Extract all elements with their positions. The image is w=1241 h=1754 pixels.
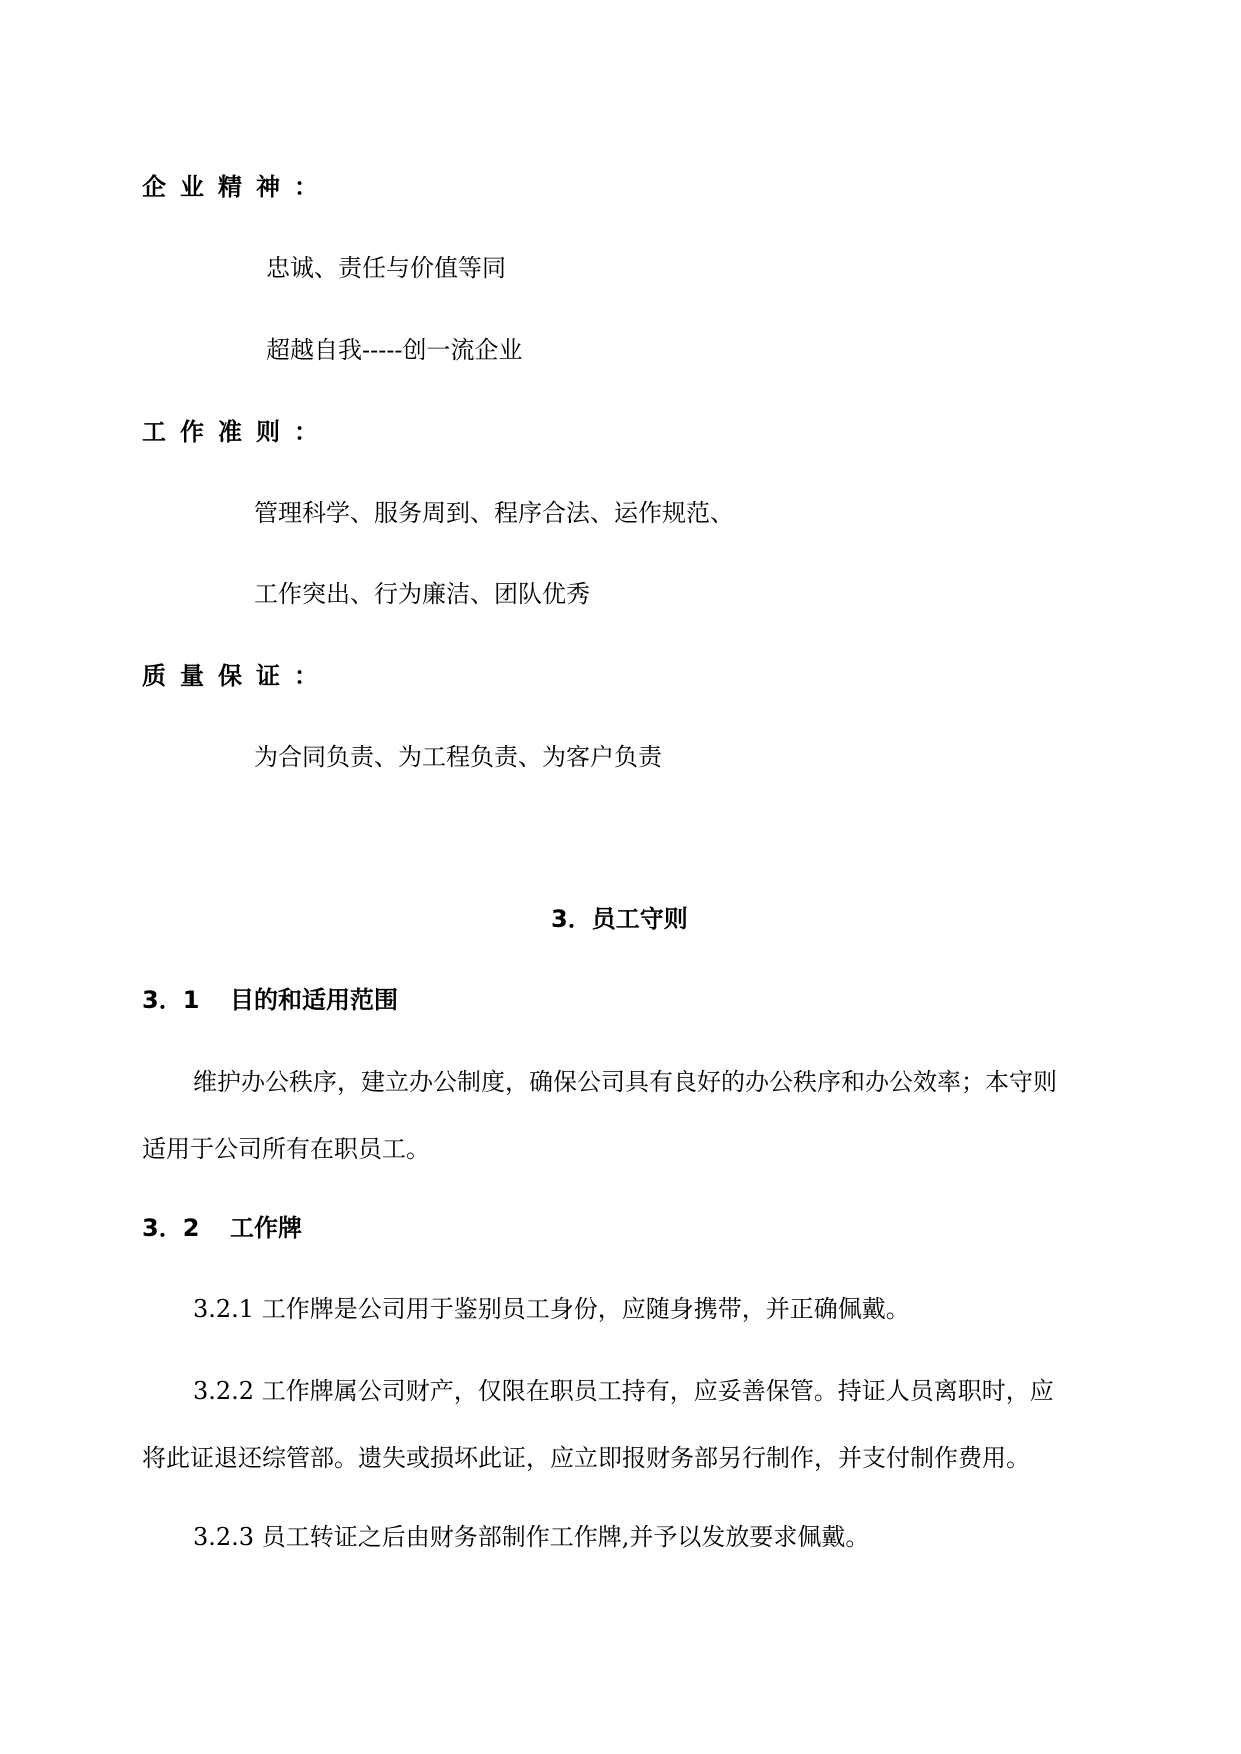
quality-line-1: 为合同负责、为工程负责、为客户负责 — [254, 743, 662, 771]
values-line-2: 超越自我-----创一流企业 — [266, 336, 523, 364]
subsection-3-2-title: 工作牌 — [230, 1214, 302, 1242]
subsection-3-2-number: 3．2 — [142, 1214, 200, 1242]
item-3-2-3: 3.2.3 员工转证之后由财务部制作工作牌,并予以发放要求佩戴。 — [193, 1523, 870, 1551]
section-title: 3．员工守则 — [551, 905, 688, 933]
quality-heading: 质量保证： — [142, 662, 332, 690]
principles-line-1: 管理科学、服务周到、程序合法、运作规范、 — [254, 499, 734, 527]
values-line-1: 忠诚、责任与价值等同 — [266, 254, 506, 282]
subsection-3-1-para-line-1: 维护办公秩序，建立办公制度，确保公司具有良好的办公秩序和办公效率；本守则 — [193, 1068, 1057, 1096]
principles-heading: 工作准则： — [142, 418, 332, 446]
subsection-3-1-title: 目的和适用范围 — [230, 986, 398, 1014]
item-3-2-2-line-2: 将此证退还综管部。遗失或损坏此证，应立即报财务部另行制作，并支付制作费用。 — [142, 1444, 1030, 1472]
subsection-3-1-number: 3．1 — [142, 986, 200, 1014]
values-heading: 企业精神： — [142, 173, 332, 201]
subsection-3-1-heading — [142, 985, 398, 1015]
subsection-3-1-para-line-2: 适用于公司所有在职员工。 — [142, 1135, 430, 1163]
subsection-3-2-heading — [142, 1213, 302, 1243]
item-3-2-2-line-1: 3.2.2 工作牌属公司财产，仅限在职员工持有，应妥善保管。持证人员离职时，应 — [193, 1377, 1054, 1405]
principles-line-2: 工作突出、行为廉洁、团队优秀 — [254, 580, 590, 608]
item-3-2-1: 3.2.1 工作牌是公司用于鉴别员工身份，应随身携带，并正确佩戴。 — [193, 1295, 910, 1323]
